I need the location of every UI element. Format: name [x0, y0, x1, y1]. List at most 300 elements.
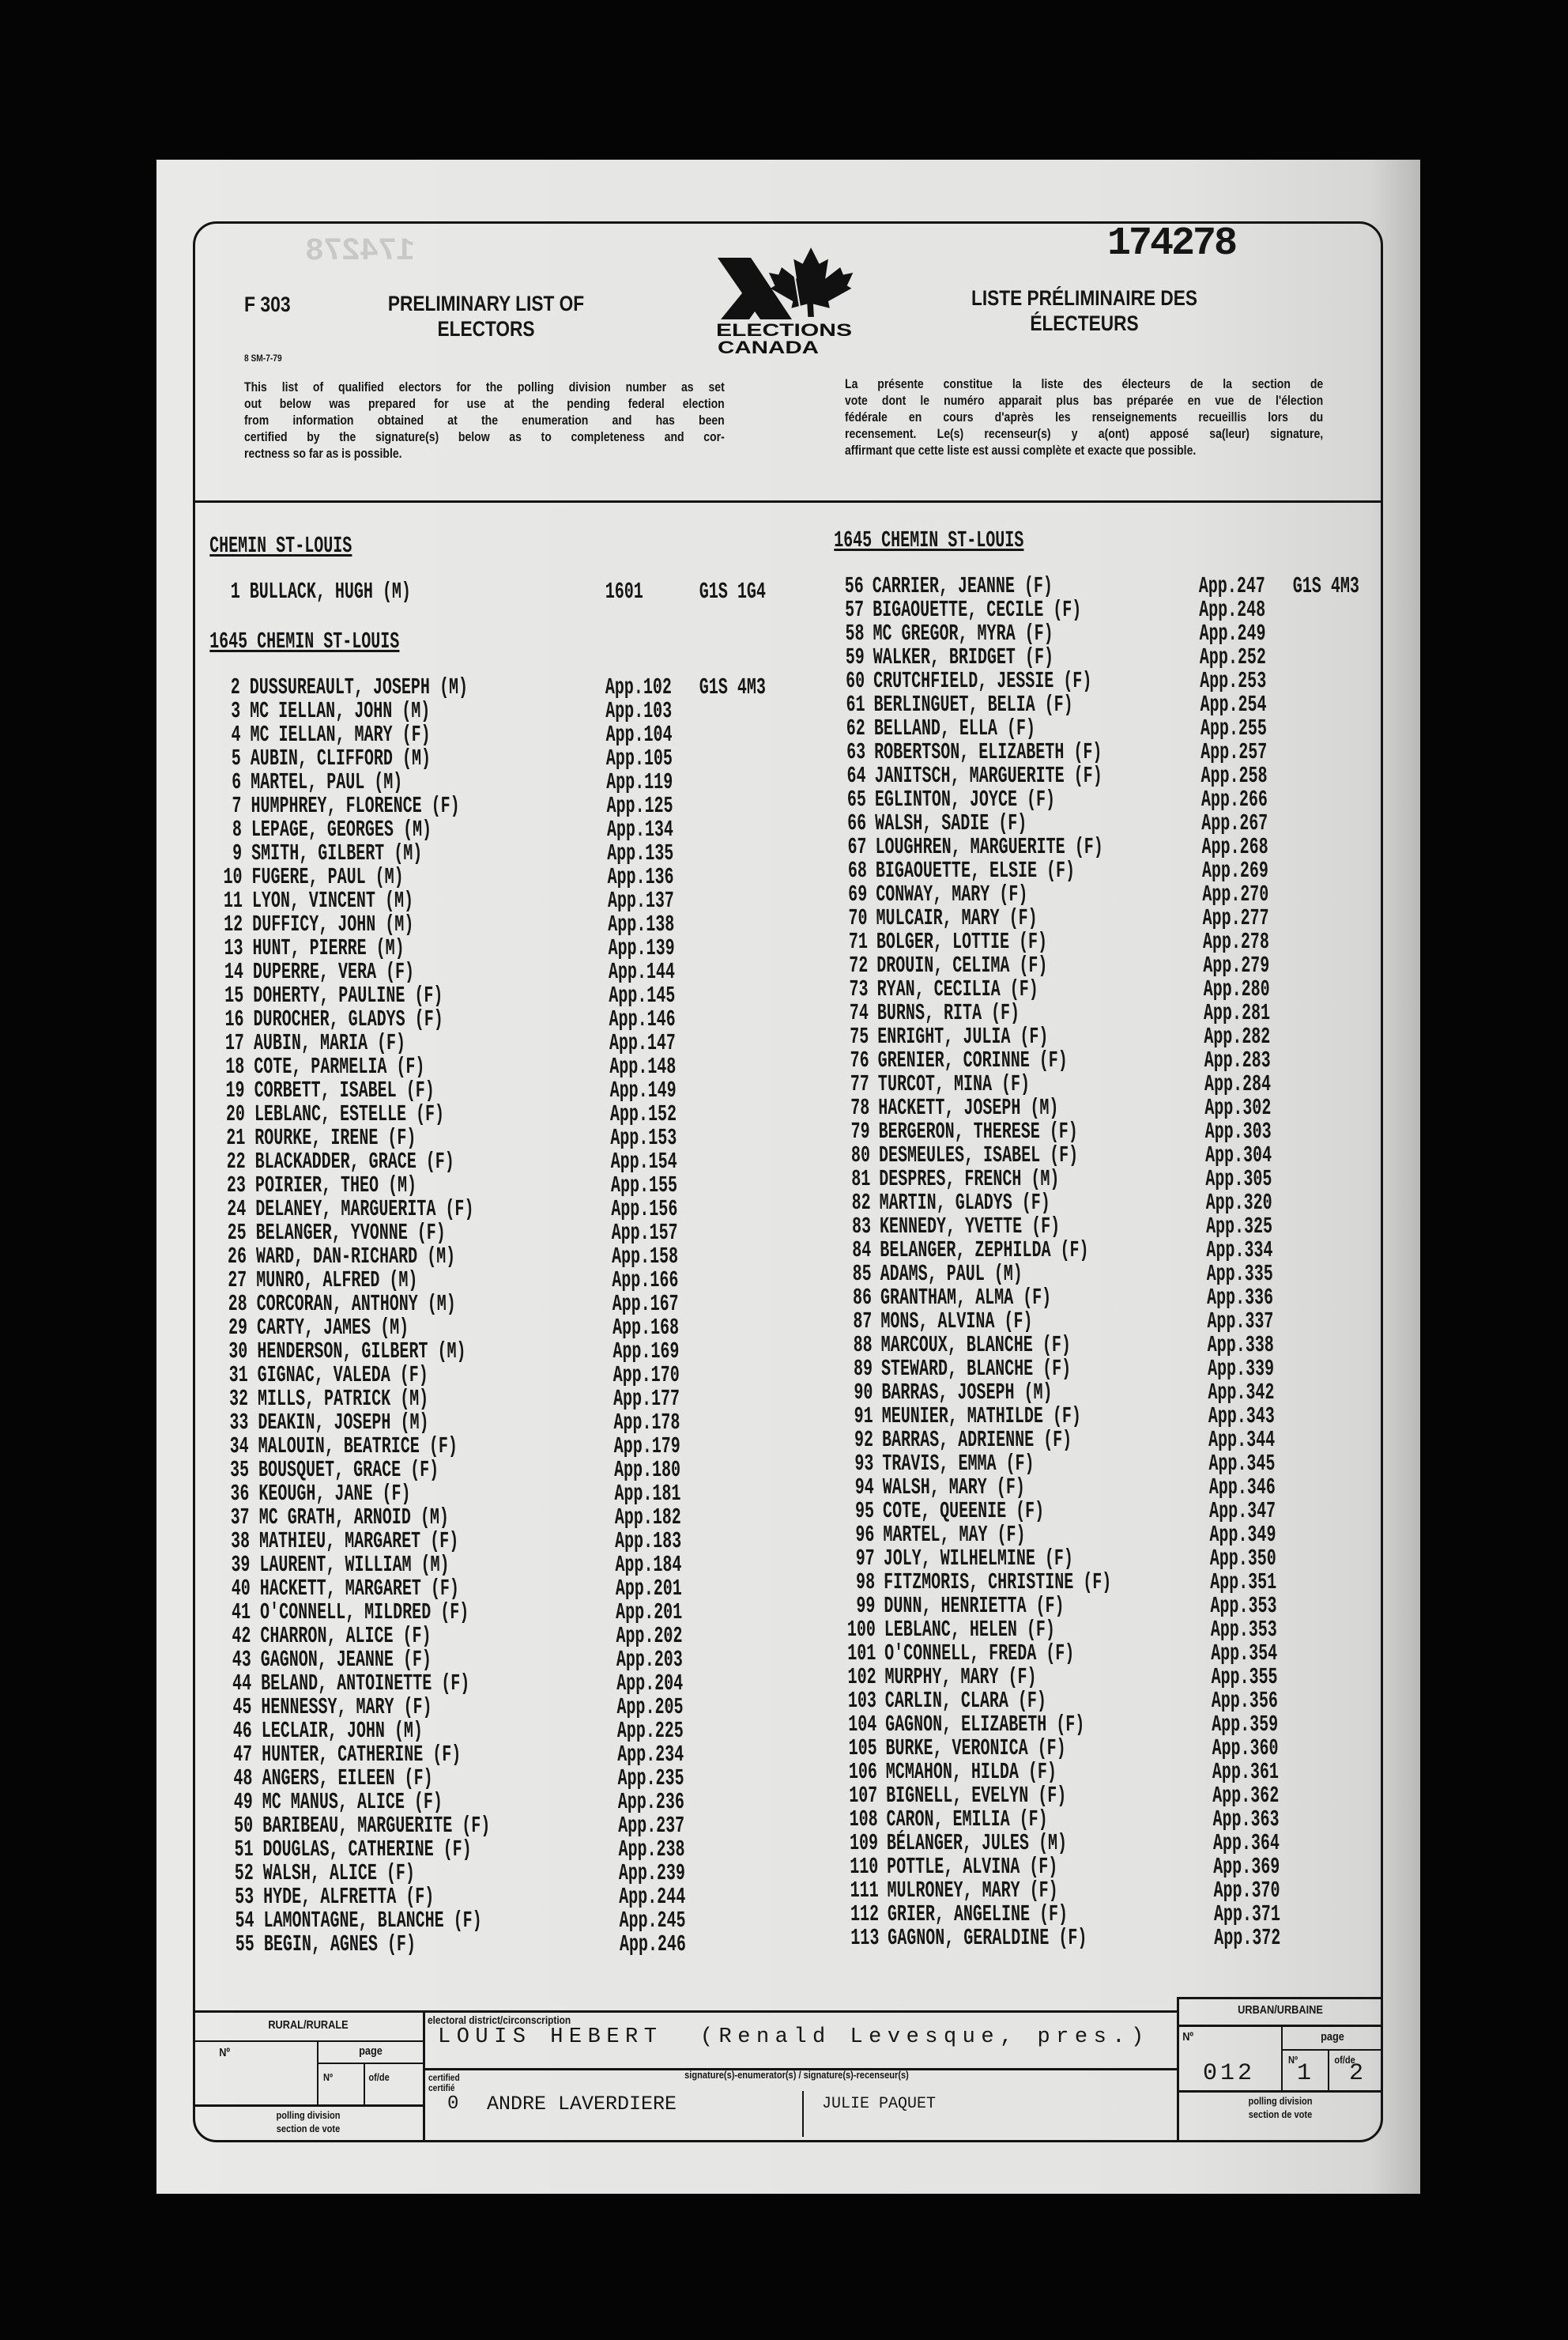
elector-address: App.135: [607, 840, 674, 866]
elector-address: App.361: [1212, 1759, 1280, 1785]
elector-row: [205, 1315, 680, 1341]
elector-number: 89: [853, 1356, 873, 1382]
elector-address: App.125: [606, 793, 673, 819]
elector-number: 109: [849, 1830, 879, 1856]
elector-address: App.201: [615, 1576, 683, 1602]
elector-row: [825, 834, 1268, 860]
elector-block: [198, 628, 767, 1957]
elector-row: [210, 1718, 684, 1744]
district-label: electoral district/circonscription: [428, 2014, 571, 2026]
elector-number: 99: [856, 1593, 876, 1619]
elector-name: FUGERE, PAUL (M): [251, 864, 404, 890]
elector-name: CHARRON, ALICE (F): [260, 1623, 432, 1649]
elector-address: App.205: [616, 1694, 684, 1720]
elector-row: [826, 905, 1269, 931]
elector-address: App.258: [1200, 763, 1268, 789]
elector-number: 33: [229, 1410, 249, 1436]
elector-row: [823, 573, 1360, 599]
elector-row: [837, 1830, 1280, 1856]
elector-row: [200, 817, 674, 843]
elector-number: 106: [848, 1759, 878, 1785]
elector-name: CARON, EMILIA (F): [886, 1806, 1048, 1832]
elector-number: 66: [847, 810, 867, 836]
street-heading-text: 1645 CHEMIN ST-LOUIS: [833, 527, 1024, 553]
elector-number: 44: [232, 1670, 252, 1696]
elector-name: ROURKE, IRENE (F): [254, 1125, 416, 1151]
elector-name: CARLIN, CLARA (F): [884, 1688, 1047, 1714]
elector-row: [827, 1000, 1271, 1026]
elector-number: 52: [234, 1860, 254, 1886]
rural-page-no-label: Nº: [323, 2071, 334, 2083]
elector-row: [827, 976, 1270, 1002]
intro-line: La présente constitue la liste des électeurs de la section de: [845, 377, 1324, 391]
elector-number: 90: [854, 1379, 873, 1406]
elector-number: 105: [848, 1735, 877, 1761]
elector-number: 71: [848, 929, 869, 955]
elector-name: MC GRATH, ARNOID (M): [258, 1504, 450, 1530]
serial-number: 174278: [1107, 221, 1236, 266]
elector-address: App.254: [1200, 692, 1267, 718]
elector-name: MARTEL, PAUL (M): [250, 769, 403, 795]
elector-number: 93: [854, 1451, 874, 1477]
elector-row: [213, 1931, 687, 1957]
elector-address: App.144: [608, 959, 676, 985]
elector-number: 17: [224, 1030, 245, 1056]
elector-address: App.104: [605, 722, 673, 748]
elector-name: GAGNON, ELIZABETH (F): [884, 1712, 1085, 1738]
elector-name: MURPHY, MARY (F): [884, 1664, 1037, 1690]
elector-number: 38: [230, 1528, 251, 1554]
street-heading-text: 1645 CHEMIN ST-LOUIS: [209, 628, 400, 655]
elector-postal-code: G1S 4M3: [699, 674, 767, 700]
elector-address: App.305: [1205, 1166, 1272, 1192]
elector-address: App.279: [1203, 953, 1270, 979]
elector-row: [835, 1688, 1279, 1714]
elector-name: BELLAND, ELLA (F): [873, 715, 1036, 742]
elector-number: 23: [226, 1172, 247, 1198]
elector-address: App.177: [612, 1386, 680, 1412]
elector-number: 1: [230, 579, 241, 605]
elector-address: App.149: [609, 1078, 677, 1104]
elector-number: 96: [855, 1522, 875, 1548]
elector-address: App.202: [616, 1623, 683, 1649]
elector-name: ENRIGHT, JULIA (F): [877, 1024, 1049, 1050]
elector-row: [198, 722, 673, 748]
elector-name: BELANGER, YVONNE (F): [255, 1220, 447, 1246]
elector-row: [835, 1640, 1278, 1666]
elector-name: GRANTHAM, ALMA (F): [880, 1285, 1052, 1311]
elector-number: 112: [850, 1901, 880, 1927]
elector-row: [836, 1806, 1280, 1832]
elector-row: [824, 739, 1268, 765]
elector-number: 68: [847, 858, 868, 884]
elector-address: App.255: [1200, 715, 1268, 742]
elector-number: 13: [224, 935, 243, 961]
elector-name: RYAN, CECILIA (F): [876, 976, 1038, 1002]
elector-row: [830, 1213, 1273, 1240]
elector-name: CARTY, JAMES (M): [256, 1315, 409, 1341]
elector-name: GAGNON, GERALDINE (F): [888, 1925, 1087, 1951]
elector-row: [198, 579, 767, 605]
elector-number: 100: [846, 1617, 876, 1643]
elector-address: App.347: [1208, 1498, 1276, 1524]
elector-address: App.236: [617, 1789, 685, 1815]
elector-row: [829, 1142, 1272, 1168]
elector-name: CRUTCHFIELD, JESSIE (F): [873, 668, 1092, 694]
elector-name: CARRIER, JEANNE (F): [872, 573, 1054, 599]
elector-number: 3: [230, 698, 241, 724]
certified-mark: 0: [447, 2093, 459, 2115]
elector-name: GRIER, ANGELINE (F): [887, 1901, 1069, 1927]
elector-address: App.336: [1206, 1285, 1274, 1311]
elector-name: DROUIN, CELIMA (F): [876, 953, 1048, 979]
elector-number: 30: [228, 1338, 248, 1364]
elector-row: [209, 1670, 684, 1696]
elector-number: 84: [852, 1237, 872, 1263]
elector-row: [211, 1813, 685, 1839]
elector-number: 4: [231, 722, 241, 748]
elector-number: 104: [848, 1712, 877, 1738]
elector-number: 92: [854, 1427, 874, 1453]
elector-name: HYDE, ALFRETTA (F): [262, 1884, 435, 1910]
elector-name: LOUGHREN, MARGUERITE (F): [875, 834, 1103, 860]
elector-number: 65: [846, 787, 867, 813]
elector-address: App.304: [1204, 1142, 1272, 1168]
elector-address: App.244: [618, 1884, 686, 1910]
elector-name: LEBLANC, ESTELLE (F): [254, 1101, 445, 1127]
elector-number: 108: [849, 1806, 878, 1832]
intro-french: [845, 376, 1323, 459]
elector-number: 60: [845, 668, 865, 694]
elector-number: 94: [854, 1474, 874, 1500]
elector-row: [830, 1237, 1273, 1263]
title-en-line: PRELIMINARY LIST OF: [387, 292, 585, 315]
elector-name: MUNRO, ALFRED (M): [256, 1267, 418, 1293]
elector-name: EGLINTON, JOYCE (F): [874, 787, 1056, 813]
elector-number: 88: [853, 1332, 873, 1358]
elector-address: App.184: [615, 1552, 682, 1578]
elector-number: 73: [849, 976, 869, 1002]
elector-row: [206, 1386, 680, 1412]
elector-name: O'CONNELL, MILDRED (F): [259, 1599, 469, 1625]
intro-line: rectness so far as is possible.: [244, 447, 402, 461]
elector-number: 15: [224, 983, 244, 1009]
intro-line: certified by the signature(s) below as to completeness and cor-: [244, 430, 725, 444]
elector-number: 41: [231, 1599, 251, 1625]
elector-row: [828, 1095, 1272, 1121]
elector-address: App.148: [609, 1054, 677, 1080]
elector-number: 51: [234, 1836, 254, 1863]
elector-name: BÉLANGER, JULES (M): [886, 1830, 1068, 1856]
elector-number: 49: [233, 1789, 254, 1815]
elector-address: App.257: [1200, 739, 1268, 765]
elector-address: App.320: [1205, 1190, 1272, 1216]
elector-address: App.268: [1201, 834, 1268, 860]
elector-name: MULRONEY, MARY (F): [887, 1878, 1058, 1904]
elector-address: App.154: [610, 1149, 677, 1175]
elector-number: 8: [232, 817, 243, 843]
elector-address: App.158: [611, 1244, 679, 1270]
intro-english: [244, 379, 725, 462]
elector-number: 77: [850, 1071, 870, 1097]
elector-address: App.119: [605, 769, 673, 795]
urban-page-label: page: [1321, 2030, 1344, 2044]
intro-line: out below was prepared for use at the pending federal election: [244, 397, 725, 411]
elector-address: App.372: [1214, 1925, 1281, 1951]
elector-name: BLACKADDER, GRACE (F): [254, 1149, 454, 1175]
title-french: [938, 285, 1231, 336]
elector-address: App.359: [1211, 1712, 1279, 1738]
elector-address: 1601: [605, 579, 644, 605]
elector-name: LEPAGE, GEORGES (M): [251, 817, 432, 843]
rural-of-label: of/de: [368, 2071, 390, 2083]
elector-address: App.351: [1209, 1569, 1277, 1595]
elector-name: MC IELLAN, MARY (F): [250, 722, 431, 748]
elector-name: TRAVIS, EMMA (F): [882, 1451, 1035, 1477]
elector-number: 50: [233, 1813, 254, 1839]
elector-name: O'CONNELL, FREDA (F): [884, 1640, 1075, 1666]
logo-text: ELECTIONS: [716, 320, 852, 340]
elector-address: App.280: [1203, 976, 1270, 1002]
elector-name: MARTEL, MAY (F): [883, 1522, 1026, 1548]
elector-address: App.152: [609, 1101, 677, 1127]
elector-row: [827, 1047, 1271, 1074]
elector-row: [209, 1694, 684, 1720]
elector-name: CONWAY, MARY (F): [876, 881, 1028, 908]
elector-address: App.282: [1204, 1024, 1271, 1050]
intro-line: from information obtained at the enumeration and has been: [244, 413, 725, 428]
elector-address: App.157: [611, 1220, 678, 1246]
elector-number: 82: [851, 1190, 871, 1216]
intro-line: vote dont le numéro apparait plus bas préparée en vue de l'élection: [845, 394, 1324, 408]
elector-row: [202, 1054, 677, 1080]
elector-number: 6: [231, 769, 242, 795]
elector-name: MARTIN, GLADYS (F): [879, 1190, 1051, 1216]
elector-name: HACKETT, JOSEPH (M): [878, 1095, 1059, 1121]
elector-row: [824, 668, 1267, 694]
elector-row: [833, 1474, 1276, 1500]
elector-address: App.155: [610, 1172, 678, 1198]
elector-row: [827, 929, 1270, 955]
elector-name: MARCOUX, BLANCHE (F): [880, 1332, 1072, 1358]
elector-number: 43: [232, 1647, 251, 1673]
elector-name: GRENIER, CORINNE (F): [877, 1047, 1068, 1074]
elector-number: 64: [846, 763, 866, 789]
print-code: 8 SM-7-79: [244, 353, 282, 364]
rural-polling-label-fr: section de vote: [276, 2123, 341, 2134]
elector-row: [203, 1101, 677, 1127]
elector-row: [212, 1860, 686, 1886]
elector-row: [204, 1196, 678, 1222]
elector-row: [212, 1908, 686, 1934]
elector-address: App.277: [1202, 905, 1269, 931]
elector-address: App.178: [613, 1410, 680, 1436]
elector-number: 53: [234, 1884, 254, 1910]
intro-line: recensement. Le(s) recenseur(s) y a(ont) apposé sa(leur) signature,: [845, 427, 1324, 441]
elector-name: AUBIN, MARIA (F): [253, 1030, 406, 1056]
elector-row: [202, 959, 676, 985]
elector-address: App.170: [612, 1362, 680, 1388]
elector-row: [824, 644, 1267, 670]
enumerator-signature-2: JULIE PAQUET: [822, 2095, 937, 2113]
elector-name: LAURENT, WILLIAM (M): [259, 1552, 450, 1578]
elector-address: App.267: [1201, 810, 1268, 836]
signature-label: signature(s)-enumerator(s) / signature(s)-recenseur(s): [684, 2069, 909, 2081]
elector-address: App.354: [1210, 1640, 1278, 1666]
elector-name: BERGERON, THERESE (F): [878, 1119, 1079, 1145]
urban-page-no-label: Nº: [1288, 2054, 1298, 2066]
elector-address: App.105: [605, 745, 673, 772]
elector-address: App.353: [1210, 1617, 1278, 1643]
elector-row: [826, 881, 1269, 908]
elector-number: 78: [850, 1095, 870, 1121]
elector-name: GIGNAC, VALEDA (F): [257, 1362, 429, 1388]
elector-address: App.249: [1199, 621, 1266, 647]
elector-row: [828, 1119, 1272, 1145]
elector-number: 16: [224, 1006, 244, 1032]
elector-row: [823, 621, 1266, 647]
elector-number: 69: [848, 881, 868, 908]
elector-row: [210, 1765, 684, 1791]
intro-line: This list of qualified electors for the polling division number as set: [244, 380, 725, 394]
elector-address: App.253: [1199, 668, 1267, 694]
elector-row: [201, 888, 675, 914]
elector-name: HENNESSY, MARY (F): [261, 1694, 432, 1720]
elector-row: [201, 911, 675, 938]
elector-number: 111: [850, 1878, 879, 1904]
elector-name: AUBIN, CLIFFORD (M): [250, 745, 432, 772]
elector-name: JANITSCH, MARGUERITE (F): [874, 763, 1102, 789]
elector-number: 107: [849, 1783, 878, 1809]
elector-address: App.225: [616, 1718, 684, 1744]
elector-number: 11: [223, 888, 243, 914]
elector-name: BIGNELL, EVELYN (F): [885, 1783, 1067, 1809]
elector-name: POTTLE, ALVINA (F): [887, 1854, 1058, 1880]
elector-number: 47: [232, 1742, 253, 1768]
title-english: [340, 291, 632, 342]
elector-number: 97: [855, 1546, 875, 1572]
intro-line: affirmant que cette liste est aussi complète et exacte que possible.: [845, 443, 1197, 458]
elector-address: App.343: [1208, 1403, 1275, 1429]
street-heading: [834, 529, 1109, 553]
elector-address: App.344: [1208, 1427, 1276, 1453]
elector-name: DUPERRE, VERA (F): [252, 959, 415, 985]
elector-name: MC GREGOR, MYRA (F): [873, 621, 1054, 647]
elector-row: [834, 1546, 1277, 1572]
elector-name: COTE, PARMELIA (F): [254, 1054, 425, 1080]
elector-number: 102: [847, 1664, 876, 1690]
elector-row: [204, 1220, 678, 1246]
elector-number: 48: [233, 1765, 253, 1791]
elector-row: [202, 1006, 676, 1032]
elector-number: 62: [846, 715, 866, 742]
elector-address: App.248: [1198, 597, 1266, 623]
elector-address: App.201: [615, 1599, 683, 1625]
title-en-line: ELECTORS: [437, 317, 535, 341]
elector-address: App.237: [617, 1813, 685, 1839]
elector-address: App.266: [1200, 787, 1268, 813]
logo-text: CANADA: [718, 338, 820, 356]
elector-number: 20: [225, 1101, 246, 1127]
elector-row: [202, 983, 676, 1009]
elector-address: App.269: [1201, 858, 1269, 884]
elector-number: 29: [228, 1315, 248, 1341]
elector-name: WALKER, BRIDGET (F): [873, 644, 1054, 670]
elector-address: App.284: [1204, 1071, 1272, 1097]
elector-row: [829, 1166, 1272, 1192]
elector-address: App.180: [613, 1457, 681, 1483]
elector-address: App.278: [1202, 929, 1270, 955]
elector-name: MILLS, PATRICK (M): [257, 1386, 429, 1412]
elector-row: [207, 1481, 681, 1507]
elector-row: [823, 597, 1266, 623]
elector-name: DUFFICY, JOHN (M): [252, 911, 414, 938]
elector-number: 61: [846, 692, 865, 718]
elector-name: DEAKIN, JOSEPH (M): [258, 1410, 429, 1436]
elector-row: [827, 953, 1270, 979]
elector-number: 57: [844, 597, 865, 623]
elector-name: JOLY, WILHELMINE (F): [883, 1546, 1074, 1572]
elector-name: COTE, QUEENIE (F): [882, 1498, 1045, 1524]
elector-row: [834, 1593, 1277, 1619]
elector-address: App.169: [612, 1338, 680, 1364]
elector-block: [198, 533, 767, 605]
elector-name: DUSSUREAULT, JOSEPH (M): [249, 674, 469, 700]
elector-name: DOUGLAS, CATHERINE (F): [262, 1836, 472, 1863]
elector-row: [834, 1569, 1277, 1595]
elector-number: 5: [231, 745, 242, 772]
elector-row: [824, 763, 1268, 789]
elector-row: [206, 1410, 680, 1436]
elector-address: App.356: [1211, 1688, 1279, 1714]
elector-row: [832, 1451, 1276, 1477]
certified-label: certified: [428, 2072, 460, 2083]
elector-address: App.345: [1208, 1451, 1276, 1477]
elector-name: CORBETT, ISABEL (F): [254, 1078, 435, 1104]
elector-row: [211, 1789, 685, 1815]
elector-name: BURKE, VERONICA (F): [885, 1735, 1066, 1761]
elector-name: FITZMORIS, CHRISTINE (F): [883, 1569, 1112, 1595]
elector-name: MC MANUS, ALICE (F): [262, 1789, 443, 1815]
elector-row: [838, 1901, 1281, 1927]
elector-address: App.303: [1204, 1119, 1272, 1145]
elector-number: 39: [231, 1552, 251, 1578]
elector-name: MONS, ALVINA (F): [880, 1308, 1033, 1334]
elector-name: KEOUGH, JANE (F): [258, 1481, 411, 1507]
elector-number: 74: [849, 1000, 869, 1026]
elector-row: [836, 1759, 1280, 1785]
elector-address: App.349: [1209, 1522, 1276, 1548]
elector-address: App.369: [1213, 1854, 1280, 1880]
elector-name: BERLINGUET, BELIA (F): [873, 692, 1073, 718]
elector-row: [837, 1854, 1280, 1880]
elector-row: [831, 1285, 1274, 1311]
elector-row: [831, 1308, 1274, 1334]
elector-address: App.342: [1208, 1379, 1275, 1406]
elector-address: App.346: [1208, 1474, 1276, 1500]
page-number: 1: [1297, 2060, 1312, 2087]
elector-row: [825, 810, 1268, 836]
elector-name: DELANEY, MARGUERITA (F): [255, 1196, 474, 1222]
rural-polling-label: polling division: [276, 2109, 341, 2121]
urban-no-label: Nº: [1182, 2030, 1194, 2044]
elector-row: [824, 715, 1268, 742]
rural-page-label: page: [359, 2044, 383, 2058]
elector-postal-code: G1S 1G4: [699, 579, 767, 605]
elector-row: [210, 1742, 684, 1768]
elector-name: BELAND, ANTOINETTE (F): [260, 1670, 470, 1696]
elector-name: LEBLANC, HELEN (F): [884, 1617, 1056, 1643]
